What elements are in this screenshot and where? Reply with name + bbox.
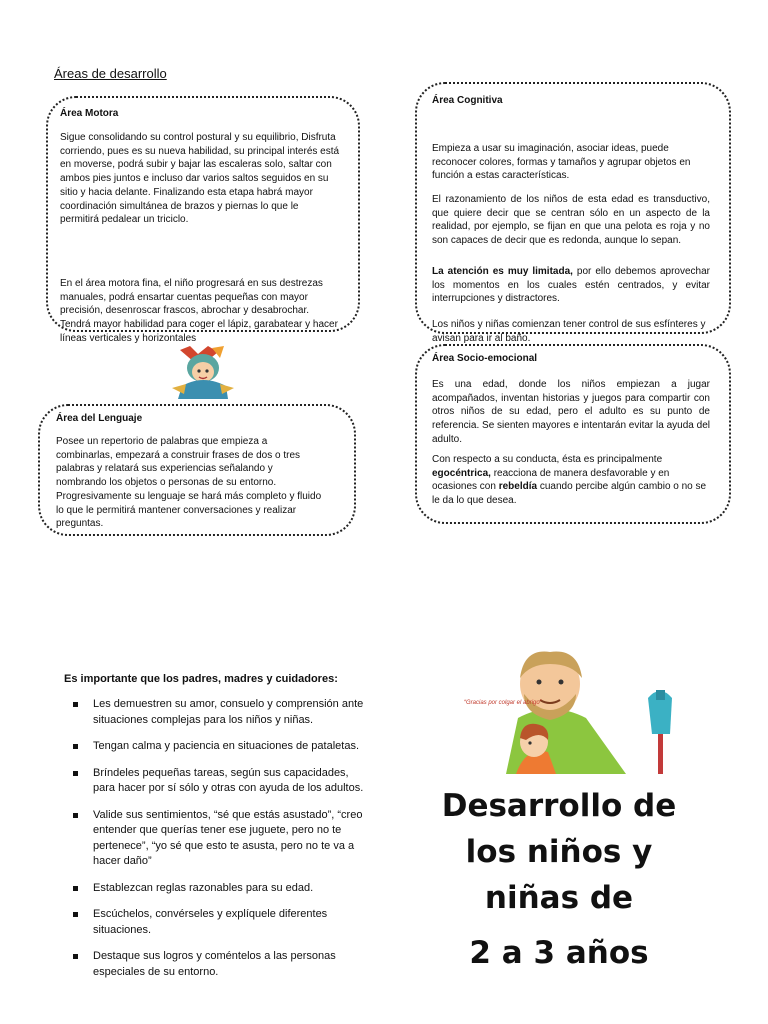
motora-paragraph-1: Sigue consolidando su control postural y su equilibrio, Disfruta corriendo, pues es su nueva habilidad, su principal interés está en moverse, podrá subir y bajar las escaleras solo, saltar con ambos pies juntos e incluso dar varios saltos seguidos en su sitio y hacia delante. Finalizando esta etapa habrá mayor coordinación simultánea de brazos y piernas lo que le permitirá pedalear un triciclo. xyxy=(60,132,340,226)
list-item: Destaque sus logros y coméntelos a las personas especiales de su entorno. xyxy=(68,949,368,980)
socio-paragraph-2 xyxy=(432,453,710,508)
cognitiva-paragraph-1: Empieza a usar su imaginación, asociar ideas, puede reconocer colores, formas y tamaños y agrupar objetos en función a estas características. xyxy=(432,143,691,182)
list-item: Tengan calma y paciencia en situaciones de pataletas. xyxy=(68,739,368,755)
cognitiva-title: Área Cognitiva xyxy=(432,95,503,106)
cognitiva-paragraph-3-rest: por ello debemos aprovechar los momentos en los cuales estén centrados, y evitar interrupciones y distractores. xyxy=(432,266,710,305)
tips-list xyxy=(68,697,368,991)
cognitiva-paragraph-2: El razonamiento de los niños de esta edad es transductivo, que quiere decir que se centran sólo en un aspecto de la realidad, por ejemplo, se fijan en que una pelota es roja y no son capaces de decir que es redonda, aunque lo sepan. xyxy=(432,194,710,247)
cognitiva-paragraph-3 xyxy=(432,265,710,306)
motora-title: Área Motora xyxy=(60,108,119,119)
lenguaje-paragraph: Posee un repertorio de palabras que empieza a combinarlas, empezará a construir frases de dos o tres palabras y relatará sus experiencias señalando y nombrando los objetos o personas de su entorno. Progresivamente su lenguaje se hará más completo y fluido lo que le permitirá mantener conversaciones y realizar preguntas. xyxy=(56,436,322,530)
socio-title: Área Socio-emocional xyxy=(432,353,538,364)
list-item: Escúchelos, convérseles y explíquele diferentes situaciones. xyxy=(68,907,368,938)
tips-heading: Es importante que los padres, madres y cuidadores: xyxy=(64,673,338,685)
egocentrica-emphasis: egocéntrica, xyxy=(432,467,491,479)
lenguaje-title: Área del Lenguaje xyxy=(56,413,143,424)
list-item: Les demuestren su amor, consuelo y comprensión ante situaciones complejas para los niños y niñas. xyxy=(68,697,368,728)
cognitiva-paragraph-4: Los niños y niñas comienzan tener control de sus esfínteres y avisan para ir al baño. xyxy=(432,319,706,344)
rebeldia-emphasis: rebeldía xyxy=(498,481,538,493)
socio-text-c: reacciona de manera desfavorable y en ocasiones con xyxy=(432,467,670,493)
father-child-drawing xyxy=(426,648,692,774)
child-illustration xyxy=(168,344,238,399)
page-heading: Áreas de desarrollo xyxy=(54,66,167,81)
socio-text-e: cuando percibe algún cambio o no se le da lo que desea. xyxy=(432,481,707,507)
motora-paragraph-2: En el área motora fina, el niño progresará en sus destrezas manuales, podrá ensartar cuentas pequeñas con mayor precisión, desenroscar frascos, abrochar y desabrochar. Tendrá mayor habilidad para coger el lápiz, garabatear y hacer líneas verticales y horizontales xyxy=(60,278,338,344)
cover-title-line-4: 2 a 3 años xyxy=(469,935,649,971)
list-item: Establezcan reglas razonables para su edad. xyxy=(68,881,368,897)
attention-emphasis: La atención es muy limitada, xyxy=(432,266,573,277)
list-item: Valide sus sentimientos, “sé que estás asustado”, “creo entender que querías tener ese juguete, pero no te pertenece”, “yo sé que esto te asusta, pero no te va a hacer daño” xyxy=(68,808,368,870)
family-illustration xyxy=(426,648,692,774)
cover-title-line-3: niñas de xyxy=(484,880,634,916)
socio-paragraph-1: Es una edad, donde los niños empiezan a jugar acompañados, inventan historias y juegos para compartir con otros niños de su edad, pero el adulto es su punto de referencia. Se sienten mayores e intentarán evitar la ayuda del adulto. xyxy=(432,379,710,445)
socio-text-a: Con respecto a su conducta, ésta es principalmente xyxy=(432,454,663,465)
illustration-caption: “Gracias por colgar el abrigo” xyxy=(464,700,542,706)
cover-title-line-1: Desarrollo de xyxy=(441,788,677,824)
cover-title-line-2: los niños y xyxy=(465,834,653,870)
list-item: Bríndeles pequeñas tareas, según sus capacidades, para hacer por sí sólo y otras con ayuda de los adultos. xyxy=(68,766,368,797)
